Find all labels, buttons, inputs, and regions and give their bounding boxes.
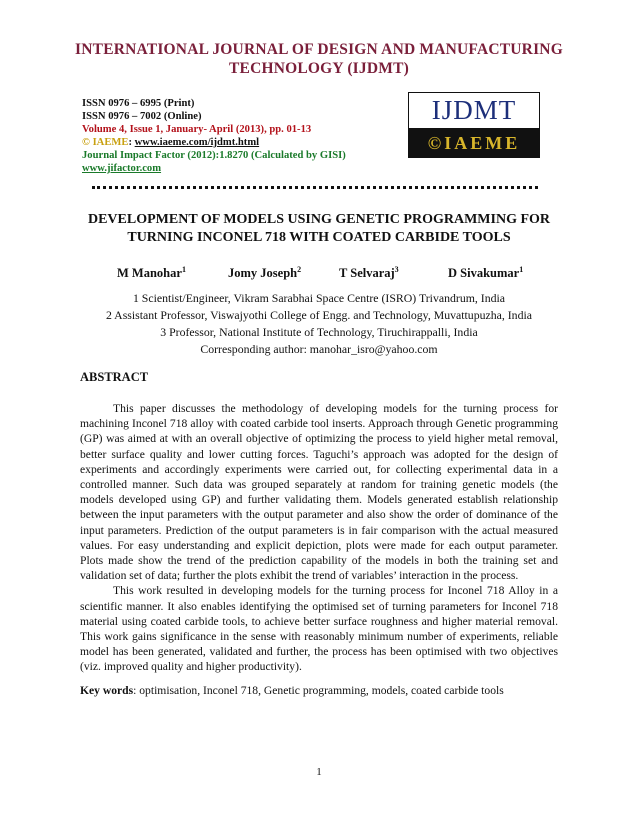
author-name: [339, 265, 399, 281]
volume-issue: Volume 4, Issue 1, January- April (2013), pp. 01-13: [82, 124, 312, 135]
journal-url-link[interactable]: www.iaeme.com/ijdmt.html: [134, 137, 260, 148]
jifactor-line: [82, 162, 346, 175]
journal-meta: [82, 97, 346, 175]
page-number: 1: [316, 766, 322, 778]
issn-online: ISSN 0976 – 7002 (Online): [82, 111, 202, 122]
abstract-paragraph: This paper discusses the methodology of developing models for the turning process for machining Inconel 718 alloy with coated carbide tool inserts. Approach through Genetic programming (GP) was aimed at with an overall objective of optimizing the process to yield higher metal removal, better surface quality and lower cutting forces. Taguchi’s approach was adopted for the design of experiments and accordingly experiments were carried out, for collecting experimental data in a controlled manner. Such data was grouped separately at random for training genetic models (the models developed using GP) and further validating them. Models generated establish relationship between the input parameters with the output parameter and also show the order of dominance of the input parameters. Prediction of the output parameters is in fair comparison with the actual measured values. For easy understanding and explicit depiction, plots were made for each output parameter. Plots made show the trend of the prediction capability of the models in both the training set and validation set of data; further the plots exhibit the trend of variables’ interaction in the process.: [80, 402, 558, 583]
logo-title: IJDMT: [408, 92, 540, 128]
affiliation-line: 1 Scientist/Engineer, Vikram Sarabhai Space Centre (ISRO) Trivandrum, India: [132, 291, 506, 305]
url-separator: :: [128, 137, 135, 148]
impact-factor: Journal Impact Factor (2012):1.8270 (Calculated by GISI): [82, 150, 346, 161]
corresponding-author: Corresponding author: manohar_isro@yahoo.com: [200, 342, 438, 356]
journal-title: INTERNATIONAL JOURNAL OF DESIGN AND MANUFACTURING TECHNOLOGY (IJDMT): [75, 41, 563, 77]
journal-logo: [408, 92, 540, 160]
author-name: [448, 265, 523, 281]
author-affil-marker: 1: [519, 265, 524, 274]
issn-print: ISSN 0976 – 6995 (Print): [82, 98, 195, 109]
keywords-text: : optimisation, Inconel 718, Genetic programming, models, coated carbide tools: [133, 684, 504, 697]
iaeme-mark: © IAEME: [82, 137, 129, 148]
affiliations: [80, 290, 558, 358]
logo-iaeme: ©IAEME: [408, 128, 540, 158]
journal-url-line: [82, 136, 346, 149]
author-name-text: Jomy Joseph: [228, 266, 298, 281]
jifactor-link[interactable]: www.jifactor.com: [82, 163, 162, 174]
abstract-heading: ABSTRACT: [80, 370, 149, 384]
author-affil-marker: 2: [297, 265, 302, 274]
author-name: [228, 265, 301, 281]
dotted-divider: [92, 186, 538, 189]
author-name: [117, 265, 186, 281]
affiliation-line: 3 Professor, National Institute of Technology, Tiruchirappalli, India: [160, 325, 478, 339]
abstract-paragraph: This work resulted in developing models for the turning process for Inconel 718 Alloy in a scientific manner. It also enables identifying the optimised set of turning parameters for Inconel 718 material using coated carbide tools, to achieve better surface roughness and higher material removal. This work gains significance in the sense with reasonably minimum number of experiments, reliable model has been generated, validated and further, the process has been optimised with two objectives (viz. improved quality and higher productivity).: [80, 584, 558, 674]
author-name-text: D Sivakumar: [448, 266, 520, 281]
author-name-text: M Manohar: [117, 266, 182, 281]
author-name-text: T Selvaraj: [339, 266, 395, 281]
keywords-label: Key words: [80, 684, 134, 697]
paper-title: DEVELOPMENT OF MODELS USING GENETIC PROGRAMMING FOR TURNING INCONEL 718 WITH COATED CARBIDE TOOLS: [87, 212, 551, 245]
author-affil-marker: 3: [394, 265, 399, 274]
author-affil-marker: 1: [181, 265, 186, 274]
abstract-body: [80, 401, 558, 675]
affiliation-line: 2 Assistant Professor, Viswajyothi College of Engg. and Technology, Muvattupuzha, India: [105, 308, 532, 322]
keywords: [80, 683, 558, 698]
